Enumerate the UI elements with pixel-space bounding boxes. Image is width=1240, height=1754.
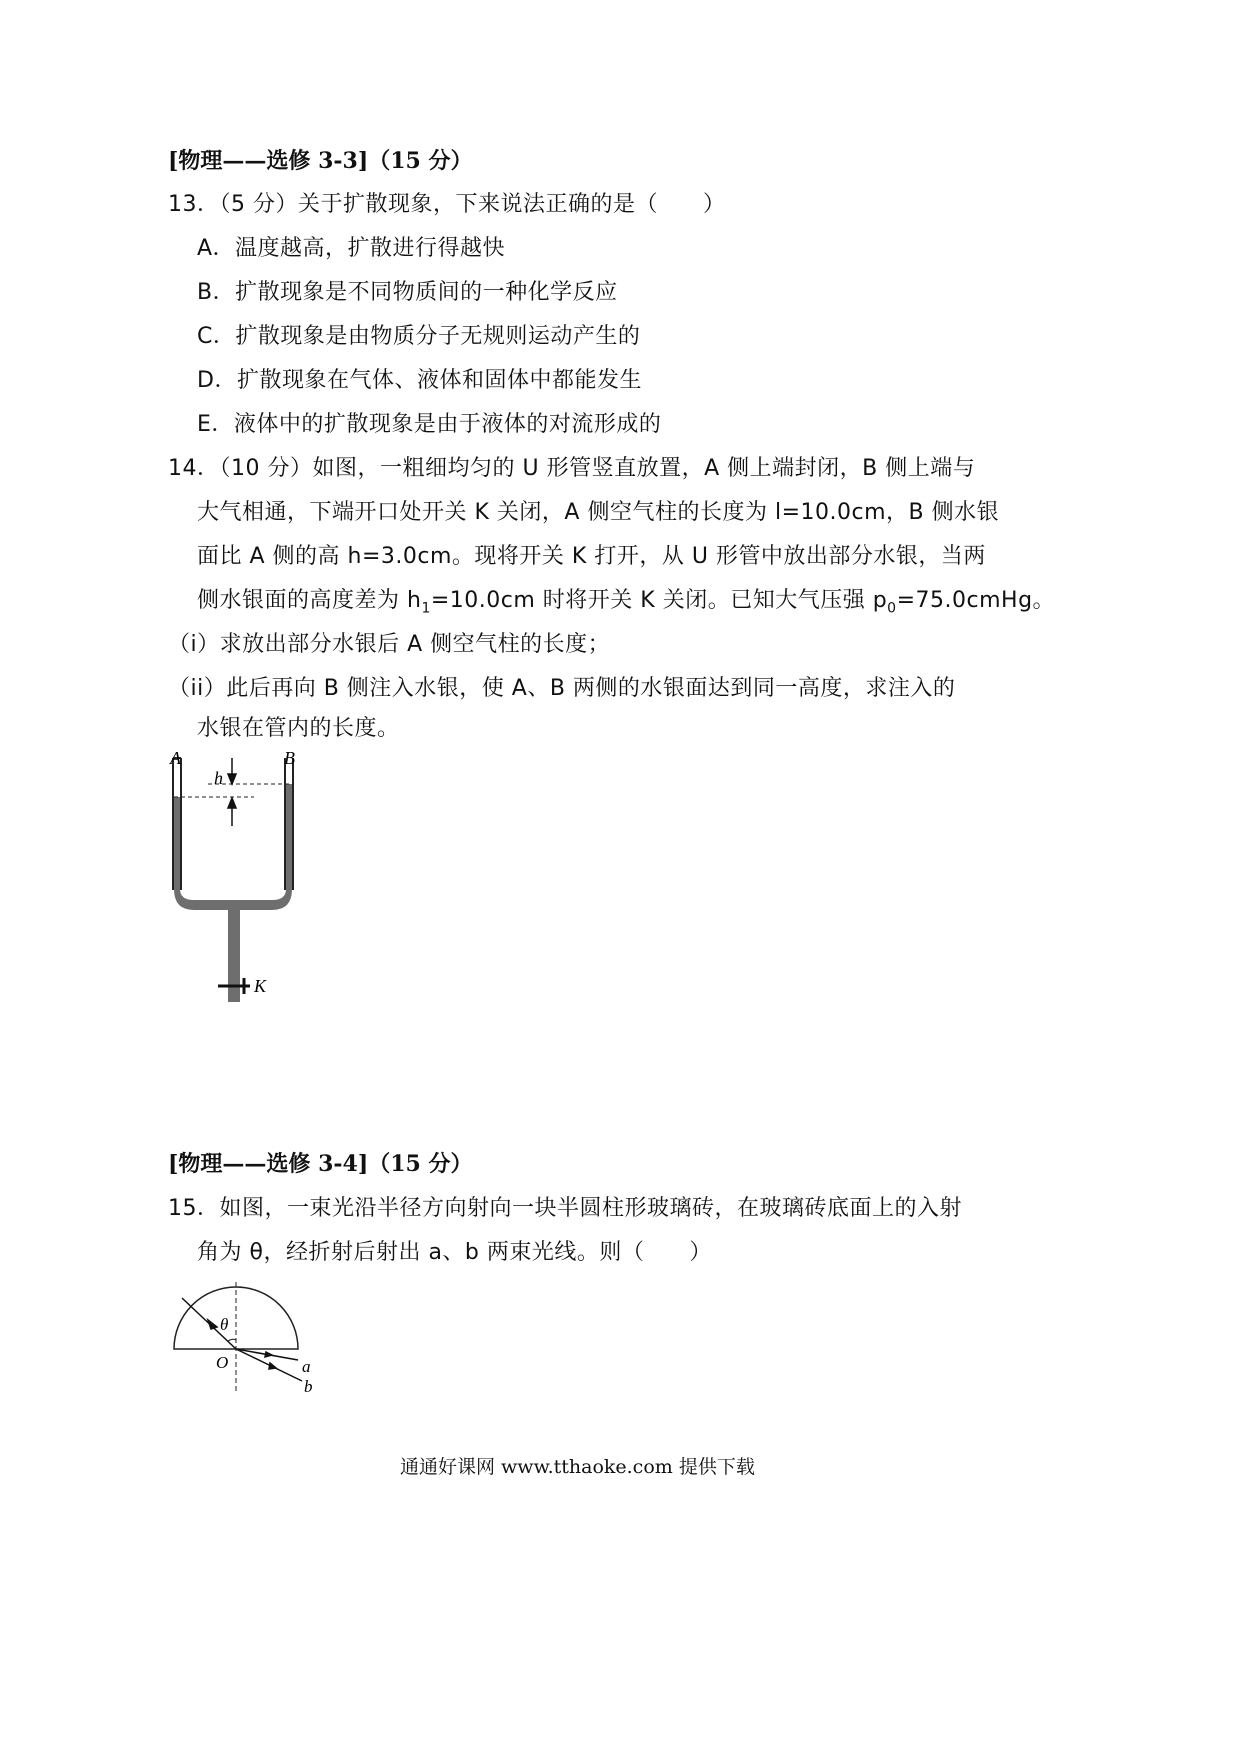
section-heading-3-3: [物理——选修 3-3]（15 分） — [168, 148, 473, 174]
label-b: B — [284, 748, 295, 768]
label-a: A — [170, 748, 181, 768]
q13-option-d: D．扩散现象在气体、液体和固体中都能发生 — [197, 368, 642, 393]
question-14-line-1: 14．（10 分）如图，一粗细均匀的 U 形管竖直放置，A 侧上端封闭，B 侧上端与 — [168, 456, 976, 481]
question-15-line-2: 角为 θ，经折射后射出 a、b 两束光线。则（ ） — [197, 1240, 712, 1265]
section-heading-3-4: [物理——选修 3-4]（15 分） — [168, 1151, 473, 1177]
glass-brick-figure — [170, 1280, 340, 1405]
question-14-line-4 — [197, 583, 1055, 616]
refracted-rays — [236, 1349, 302, 1381]
subscript-0: 0 — [887, 600, 897, 617]
q13-option-e: E．液体中的扩散现象是由于液体的对流形成的 — [197, 412, 662, 437]
page-footer: 通通好课网 www.tthaoke.com 提供下载 — [400, 1456, 755, 1478]
q13-option-b: B．扩散现象是不同物质间的一种化学反应 — [197, 280, 618, 305]
q13-option-a: A．温度越高，扩散进行得越快 — [197, 236, 506, 261]
question-14-line-2: 大气相通，下端开口处开关 K 关闭，A 侧空气柱的长度为 l=10.0cm，B 侧水银 — [197, 500, 1000, 525]
angle-arc — [228, 1339, 236, 1341]
q14-line4-post: =75.0cmHg。 — [896, 588, 1056, 613]
h-arrows — [228, 758, 236, 826]
question-14-line-3: 面比 A 侧的高 h=3.0cm。现将开关 K 打开，从 U 形管中放出部分水银，当两 — [197, 544, 986, 569]
label-h: h — [214, 768, 223, 788]
q14-line4-mid: =10.0cm 时将开关 K 关闭。已知大气压强 p — [430, 588, 888, 613]
question-13-stem: 13．（5 分）关于扩散现象，下来说法正确的是（ ） — [168, 192, 726, 217]
label-k: K — [254, 976, 267, 996]
label-theta: θ — [220, 1315, 229, 1334]
q13-option-c: C．扩散现象是由物质分子无规则运动产生的 — [197, 324, 641, 349]
subscript-1: 1 — [421, 600, 431, 617]
mercury-column — [174, 784, 292, 1002]
label-b-ray: b — [304, 1377, 313, 1396]
q14-line4-pre: 侧水银面的高度差为 h — [197, 588, 422, 613]
question-15-line-1: 15．如图，一束光沿半径方向射向一块半圆柱形玻璃砖，在玻璃砖底面上的入射 — [168, 1196, 962, 1221]
label-a-ray: a — [302, 1357, 311, 1376]
question-14-part-ii-cont: 水银在管内的长度。 — [197, 716, 400, 741]
question-14-part-i: （i）求放出部分水银后 A 侧空气柱的长度； — [168, 632, 611, 657]
label-o: O — [216, 1353, 229, 1372]
question-14-part-ii: （ii）此后再向 B 侧注入水银，使 A、B 两侧的水银面达到同一高度，求注入的 — [168, 676, 956, 701]
u-tube-figure — [160, 740, 320, 1010]
